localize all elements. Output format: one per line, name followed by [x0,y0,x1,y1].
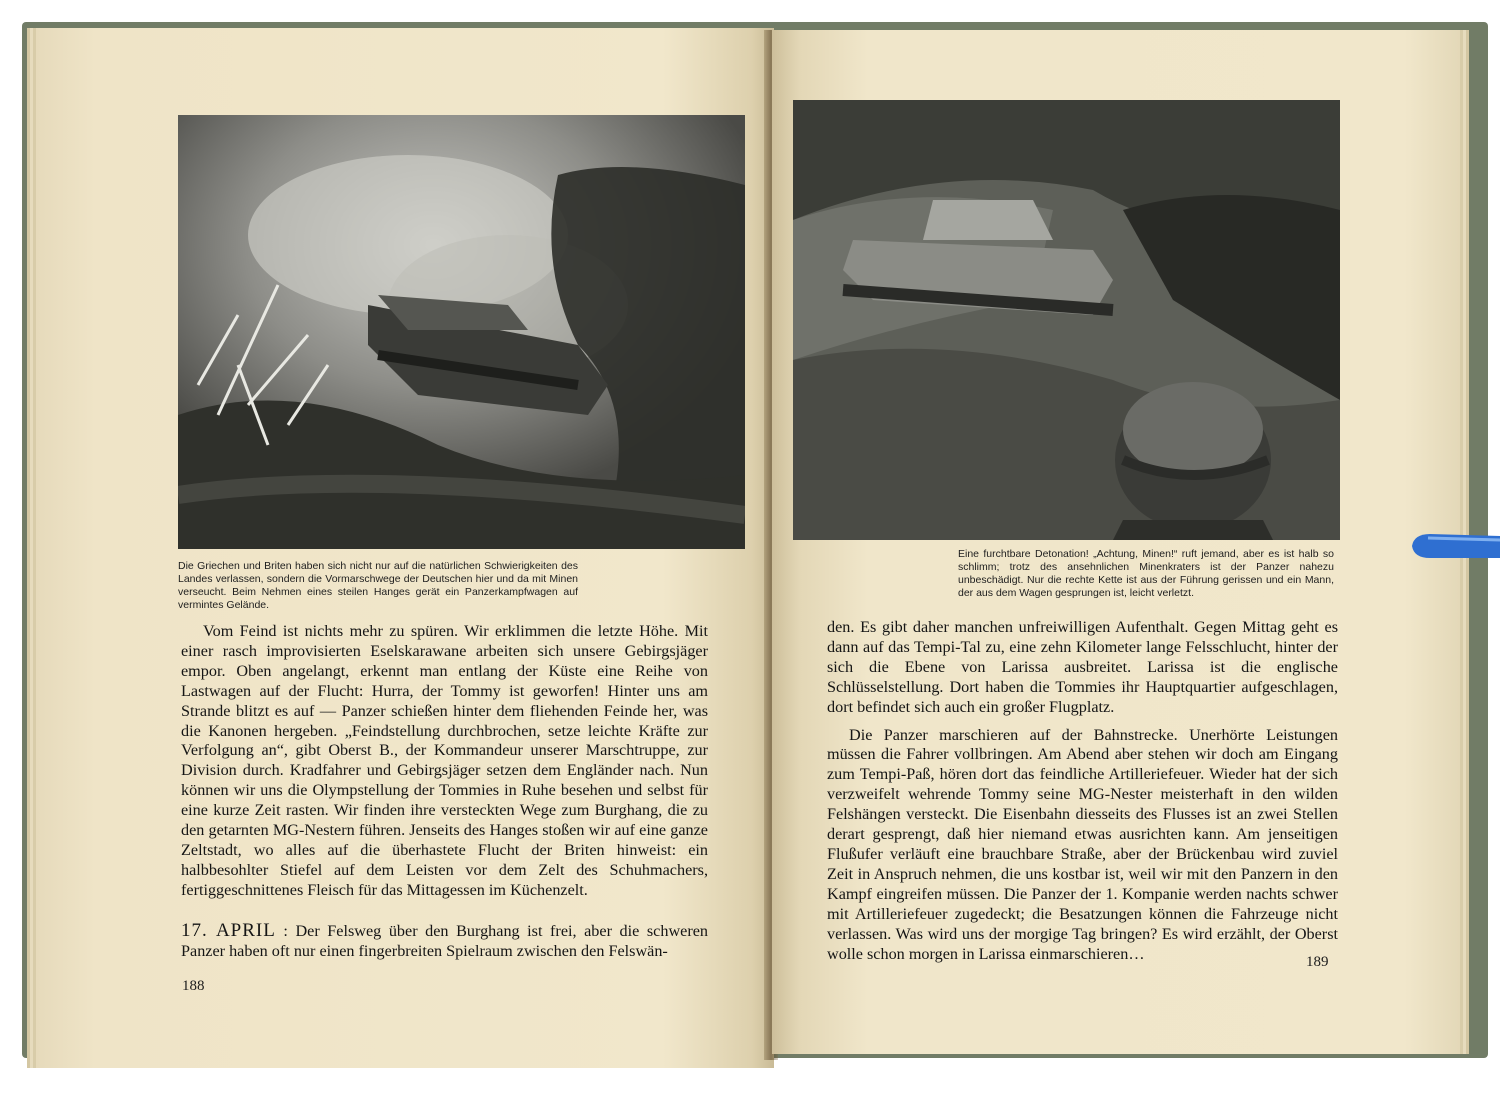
photo-caption: Die Griechen und Briten haben sich nicht nur auf die natürlichen Schwierigkeiten des Landes verlassen, sondern die Vormarschwege der Deutschen hier und da mit Minen verseucht. Beim Nehmen eines steilen Hanges gerät ein Panzerkampfwagen auf vermintes Gelände. [178,560,578,611]
paragraph: Vom Feind ist nichts mehr zu spüren. Wir erklimmen die letzte Höhe. Mit einer rasch improvisierten Eselskarawane arbeiten sich unsere Gebirgsjäger empor. Oben angelangt, erkennt man entlang der Küste eine Reihe von Lastwagen auf der Flucht: Hurra, der Tommy ist geworfen! Hinter uns am Strande blitzt es auf — Panzer schießen hinter dem fliehenden Feinde her, was die Kanonen hergeben. „Feindstellung durchbrochen, setze leichte Kräfte zur Verfolgung an“, gibt Oberst B., der Kommandeur unserer Marschtruppe, zur Division durch. Kradfahrer und Gebirgsjäger setzen dem Engländer nach. Nun können wir uns die Olympstellung der Tommies in Ruhe besehen und selbst für eine kurze Zeit rasten. Wir finden ihre versteckten Wege zum Burghang, die zu den getarnten MG-Nestern führen. Jenseits des Hanges stoßen wir auf eine ganze Zeltstadt, wo alles auf die überhastete Flucht der Briten hinweist: ein halbbesohlter Stiefel auf dem Leisten vor dem Zelt des Schuhmachers, fertiggeschnittenes Fleisch für das Mittagessen im Küchenzelt. [181,622,708,899]
tank-smoke-photo [178,115,745,549]
paragraph: Die Panzer marschieren auf der Bahnstrecke. Unerhörte Leistungen müssen die Fahrer vollbringen. Am Abend aber stehen wir doch am Eingang zum Tempi-Paß, hören dort das feindliche Artilleriefeuer. Wieder hat der sich verzweifelt wehrende Tommy seine MG-Nester meisterhaft in den wilden Felshängen versteckt. Die Eisenbahn diesseits des Flusses ist an zwei Stellen derart gesprengt, daß hier niemand etwas ausrichten kann. Am jenseitigen Flußufer verläuft eine brauchbare Straße, aber der Brückenbau wird zuviel Zeit in Anspruch nehmen, die uns kostbar ist, weil wir mit den Panzern in den Kampf eingreifen müssen. Die Panzer der 1. Kompanie werden nachts schwer mit Artilleriefeuer zugedeckt; die Besatzungen können die Fahrzeuge nicht verlassen. Was wird uns der morgige Tag bringen? Es wird erzählt, der Oberst wolle schon morgen in Larissa einmarschieren… [827,725,1338,963]
date-separator: : [275,921,296,940]
date-label: 17. APRIL [181,919,276,941]
tank-mine-crater-photo [793,100,1340,540]
photo-caption: Eine furchtbare Detonation! „Achtung, Minen!“ ruft jemand, aber es ist halb so schlimm; trotz des ansehnlichen Minenkraters ist der Panzer nahezu unbeschädigt. Nur die rechte Kette ist aus der Führung gerissen und ein Mann, der aus dem Wagen gesprungen ist, leicht verletzt. [958,548,1334,599]
dated-paragraph [181,921,708,962]
page-number: 188 [182,978,205,994]
paragraph: Der Felsweg über den Burghang ist frei, aber die schweren Panzer haben oft nur einen fingerbreiten Spielraum zwischen den Felswän- [181,921,708,960]
main-text [181,622,708,962]
left-page [36,28,774,1068]
right-page [772,30,1460,1054]
main-text [827,618,1338,964]
page-number: 189 [1306,954,1329,970]
paragraph: den. Es gibt daher manchen unfreiwilligen Aufenthalt. Gegen Mittag geht es dann auf das Tempi-Tal zu, eine zehn Kilometer lange Felsschlucht, hinter der sich die Ebene von Larissa ausbreitet. Larissa ist die englische Schlüsselstellung. Dort haben die Tommies ihr Hauptquartier aufgeschlagen, dort befindet sich auch ein großer Flugplatz. [827,618,1338,716]
blue-pen-cap [1408,528,1500,564]
